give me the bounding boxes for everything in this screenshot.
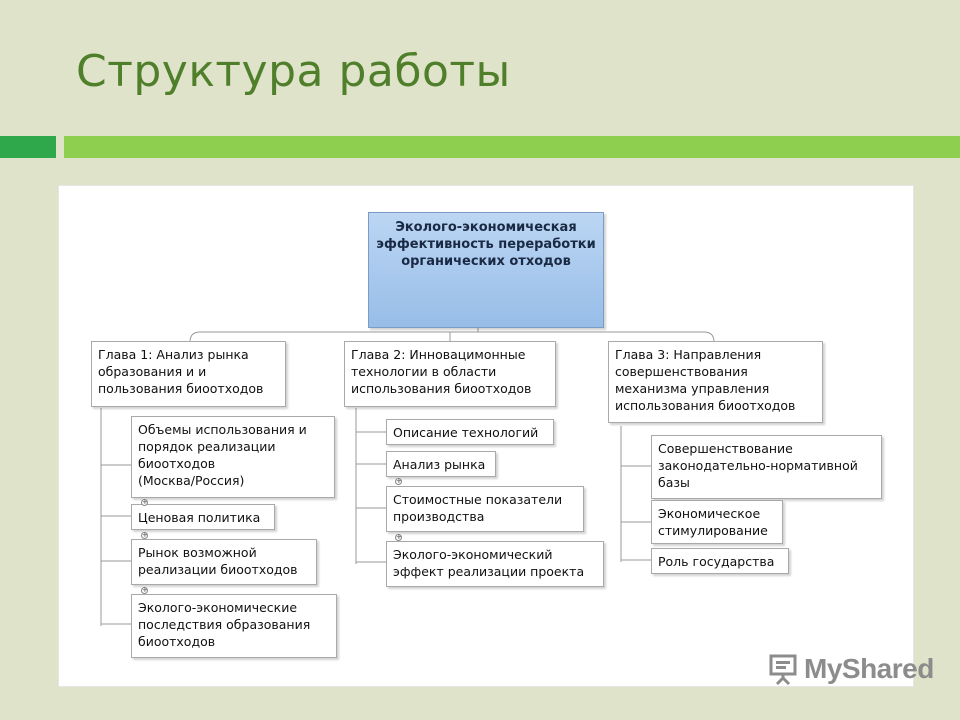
chapter-1-item: Эколого-экономические последствия образования биоотходов (131, 594, 337, 658)
expand-marker-icon: + (396, 477, 402, 485)
expand-marker-icon: + (142, 498, 148, 506)
root-node: Эколого-экономическая эффективность переработки органических отходов (368, 212, 604, 328)
chapter-3-item: Роль государства (651, 548, 789, 574)
chapter-2-item: Эколого-экономический эффект реализации проекта (386, 541, 604, 587)
watermark-logo (768, 652, 934, 686)
chapter-2-item: Анализ рынка (386, 451, 496, 477)
chapter-2-node: Глава 2: Инновацимонные технологии в области использования биоотходов (344, 341, 556, 407)
chapter-3-item: Экономическое стимулирование (651, 500, 783, 544)
chapter-1-node: Глава 1: Анализ рынка образования и и пользования биоотходов (91, 341, 286, 407)
chapter-1-item: Ценовая политика (131, 504, 275, 530)
expand-marker-icon: + (396, 533, 402, 541)
chapter-1-item: Объемы использования и порядок реализации биоотходов (Москва/Россия) (131, 416, 335, 498)
title-underline-bar (64, 136, 960, 158)
presentation-board-icon (768, 652, 798, 686)
chapter-3-item: Совершенствование законодательно-нормативной базы (651, 435, 882, 499)
title-underline-accent (0, 136, 56, 158)
watermark-text: MyShared (804, 653, 934, 684)
chapter-2-item: Стоимостные показатели производства (386, 486, 584, 532)
diagram-panel (58, 185, 914, 687)
expand-marker-icon: + (142, 531, 148, 539)
slide-title: Структура работы (76, 46, 511, 97)
chapter-2-item: Описание технологий (386, 419, 554, 445)
chapter-3-node: Глава 3: Направления совершенствования механизма управления использования биоотходов (608, 341, 823, 423)
chapter-1-item: Рынок возможной реализации биоотходов (131, 539, 317, 585)
expand-marker-icon: + (142, 586, 148, 594)
